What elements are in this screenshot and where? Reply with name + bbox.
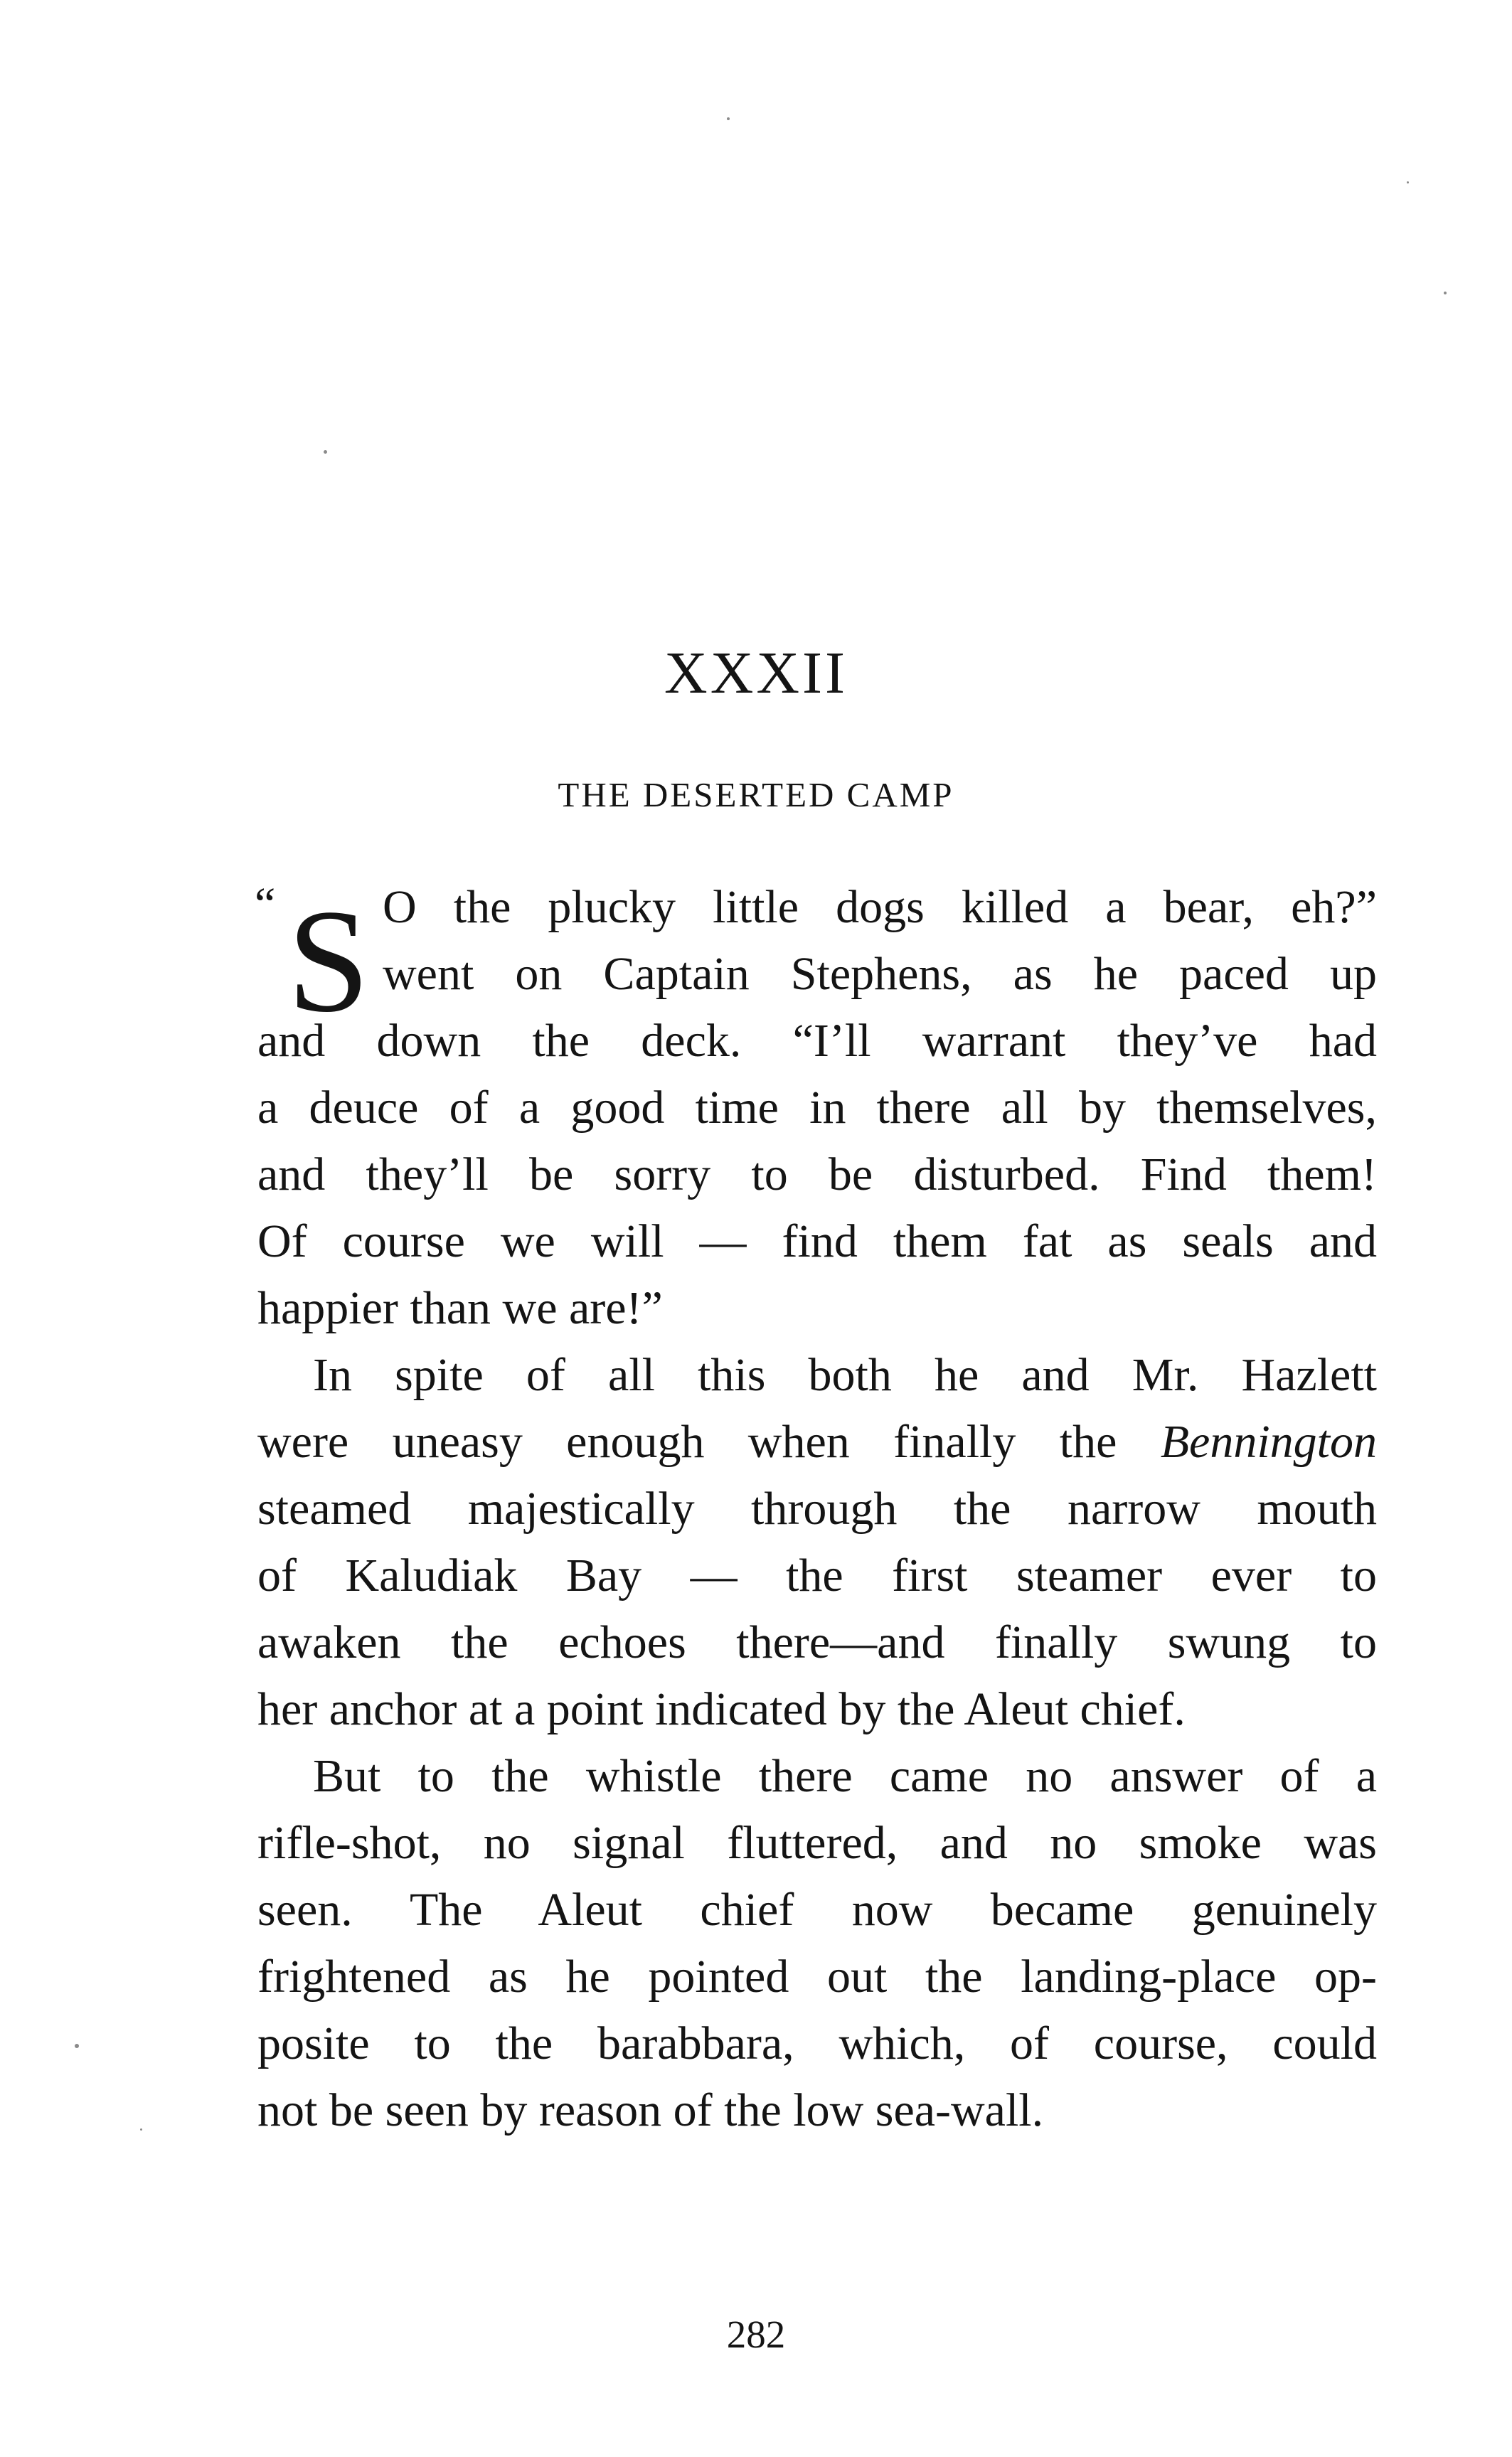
paragraph-3 (257, 1743, 1377, 2144)
text-line: posite to the barabbara, which, of course, could (257, 2018, 1377, 2069)
text-line: a deuce of a good time in there all by themselves, (257, 1082, 1377, 1134)
opening-quote-mark: “ (255, 878, 276, 930)
text-line: In spite of all this both he and Mr. Hazlett (313, 1349, 1377, 1401)
text-line: O the plucky little dogs killed a bear, eh?” (383, 881, 1377, 933)
text-line: happier than we are!” (257, 1282, 663, 1334)
scan-speck (1407, 181, 1409, 183)
text-line: seen. The Aleut chief now became genuinely (257, 1884, 1377, 1936)
chapter-title: THE DESERTED CAMP (558, 775, 954, 814)
scan-speck (727, 117, 730, 120)
scan-speck (1444, 292, 1447, 294)
paragraph-2 (257, 1342, 1377, 1743)
text-line (257, 1409, 1377, 1476)
text-line: her anchor at a point indicated by the Aleut chief. (257, 1683, 1186, 1735)
text-line: rifle-shot, no signal fluttered, and no smoke was (257, 1817, 1377, 1869)
ship-name: Bennington (1160, 1416, 1377, 1468)
text-line: and they’ll be sorry to be disturbed. Find them! (257, 1148, 1377, 1200)
drop-cap: S (287, 879, 370, 1043)
text-line: steamed majestically through the narrow mouth (257, 1483, 1377, 1535)
text-line: frightened as he pointed out the landing-place op- (257, 1951, 1377, 2003)
text-span: were uneasy enough when finally the (257, 1416, 1161, 1468)
chapter-body (257, 874, 1377, 2144)
text-line: of Kaludiak Bay — the first steamer ever to (257, 1550, 1377, 1601)
scan-speck (75, 2044, 79, 2048)
text-line: and down the deck. “I’ll warrant they’ve had (257, 1015, 1377, 1067)
scan-speck (140, 2128, 142, 2131)
text-line: Of course we will — find them fat as seals and (257, 1215, 1377, 1267)
text-line: went on Captain Stephens, as he paced up (383, 948, 1377, 1000)
text-line: But to the whistle there came no answer of a (313, 1750, 1377, 1802)
scan-speck (324, 450, 327, 454)
paragraph-1 (257, 874, 1377, 1342)
page-number: 282 (726, 2313, 786, 2356)
text-line: not be seen by reason of the low sea-wall. (257, 2084, 1044, 2136)
chapter-number: XXXII (664, 640, 848, 706)
text-line: awaken the echoes there—and finally swung to (257, 1616, 1377, 1668)
